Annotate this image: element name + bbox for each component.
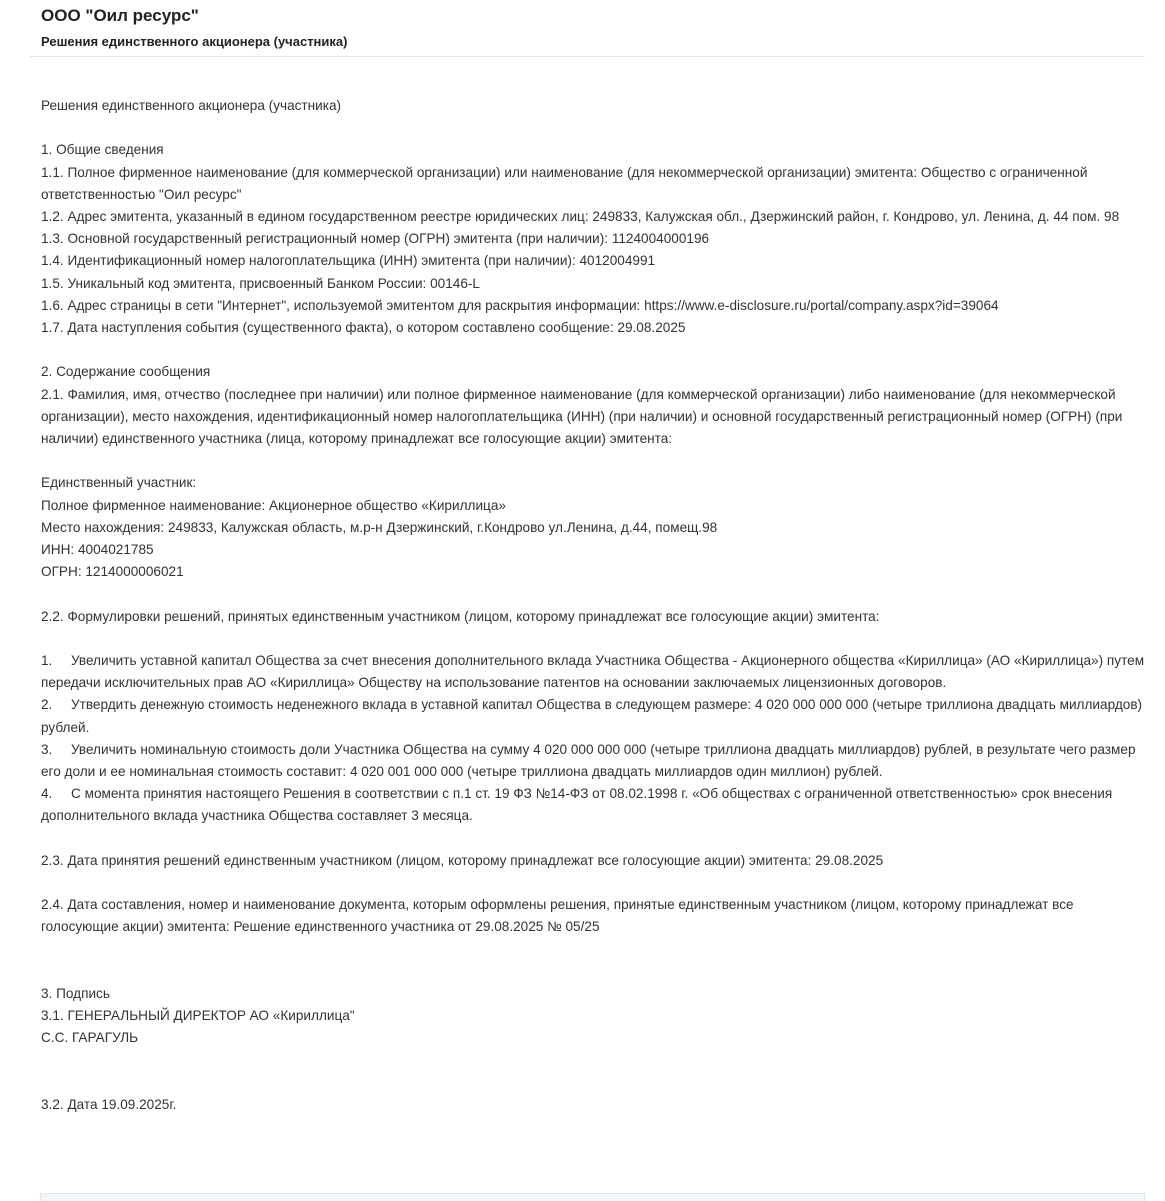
decision-number: 3. <box>41 741 53 757</box>
participant-name: Полное фирменное наименование: Акционерное общество «Кириллица» <box>41 497 506 513</box>
item-1-4: 1.4. Идентификационный номер налогоплательщика (ИНН) эмитента (при наличии): 4012004991 <box>41 253 656 269</box>
item-1-6: 1.6. Адрес страницы в сети "Интернет", используемой эмитентом для раскрытия информации: https://www.e-disclosure.ru/portal/company.aspx?id=39064 <box>41 297 999 313</box>
decision-number: 1. <box>41 653 53 668</box>
participant-location: Место нахождения: 249833, Калужская область, м.р-н Дзержинский, г.Кондрово ул.Ленина, д.44, помещ.98 <box>41 519 718 535</box>
decision-item <box>41 650 1148 694</box>
signer-name: С.С. ГАРАГУЛЬ <box>41 1030 139 1046</box>
decision-text: Увеличить уставной капитал Общества за счет внесения дополнительного вклада Участника Общества - Акционерного общества «Кириллица» (АО «Кириллица») путем передачи исключительных прав АО «Кириллица» Обществу на использование патентов на основании заключаемых лицензионных договоров. <box>41 653 1148 691</box>
decision-item <box>41 783 1145 827</box>
message-body <box>0 57 1165 1116</box>
item-1-5: 1.5. Уникальный код эмитента, присвоенный Банком России: 00146-L <box>41 275 480 291</box>
page-header <box>0 0 1165 52</box>
participant-label: Единственный участник: <box>41 475 197 491</box>
decision-item <box>41 694 1145 738</box>
section-1-heading: 1. Общие сведения <box>41 142 164 158</box>
item-2-1: 2.1. Фамилия, имя, отчество (последнее при наличии) или полное фирменное наименование (для коммерческой организации) либо наименование (для некоммерческой организации), место нахождения, идентификационный номер налогоплательщика (ИНН) (при наличии) и основной государственный регистрационный номер (ОГРН) (при наличии) единственного участника (лица, которому принадлежат все голосующие акции) эмитента: <box>41 386 1127 447</box>
item-1-7: 1.7. Дата наступления события (существенного факта), о котором составлено сообщение: 29.08.2025 <box>41 320 686 336</box>
section-3-heading: 3. Подпись <box>41 986 110 1001</box>
document-type: Решения единственного акционера (участника) <box>41 34 348 49</box>
participant-ogrn: ОГРН: 1214000006021 <box>41 564 184 580</box>
company-name: ООО "Оил ресурс" <box>41 6 199 25</box>
item-3-2: 3.2. Дата 19.09.2025г. <box>41 1097 177 1112</box>
decision-number: 2. <box>41 697 53 713</box>
item-2-3: 2.3. Дата принятия решений единственным участником (лицом, которому принадлежат все голосующие акции) эмитента: 29.08.2025 <box>41 852 884 868</box>
message-title: Решения единственного акционера (участника) <box>41 98 342 113</box>
decision-item <box>41 739 1145 783</box>
decision-text: Утвердить денежную стоимость неденежного вклада в уставной капитал Общества в следующем размере: 4 020 000 000 000 (четыре триллиона двадцать миллиардов) рублей. <box>41 697 1146 735</box>
section-2-heading: 2. Содержание сообщения <box>41 364 211 380</box>
decision-text: С момента принятия настоящего Решения в соответствии с п.1 ст. 19 ФЗ №14-ФЗ от 08.02.1998 г. «Об обществах с ограниченной ответственностью» срок внесения дополнительного вклада участника Общества составляет 3 месяца. <box>41 786 1117 824</box>
item-1-2: 1.2. Адрес эмитента, указанный в едином государственном реестре юридических лиц: 249833, Калужская обл., Дзержинский район, г. Кондрово, ул. Ленина, д. 44 пом. 98 <box>41 209 1120 224</box>
item-2-2: 2.2. Формулировки решений, принятых единственным участником (лицом, которому принадлежат все голосующие акции) эмитента: <box>41 608 880 624</box>
decision-number: 4. <box>41 786 53 802</box>
item-2-4: 2.4. Дата составления, номер и наименование документа, которым оформлены решения, принятые единственным участником (лицом, которому принадлежат все голосующие акции) эмитента: Решение единственного участника от 29.08.2025 № 05/25 <box>41 897 1078 935</box>
item-1-3: 1.3. Основной государственный регистрационный номер (ОГРН) эмитента (при наличии): 1124004000196 <box>41 231 710 247</box>
item-3-1: 3.1. ГЕНЕРАЛЬНЫЙ ДИРЕКТОР АО «Кириллица" <box>41 1008 355 1024</box>
participant-inn: ИНН: 4004021785 <box>41 542 154 558</box>
item-1-1: 1.1. Полное фирменное наименование (для коммерческой организации) или наименование (для некоммерческой организации) эмитента: Общество с ограниченной ответственностью "Оил ресурс" <box>41 164 1092 202</box>
decision-text: Увеличить номинальную стоимость доли Участника Общества на сумму 4 020 000 000 000 (четыре триллиона двадцать миллиардов) рублей, в результате чего размер его доли и ее номинальная стоимость составит: 4 020 001 000 000 (четыре триллиона двадцать миллиардов один миллион) рублей. <box>41 741 1140 780</box>
